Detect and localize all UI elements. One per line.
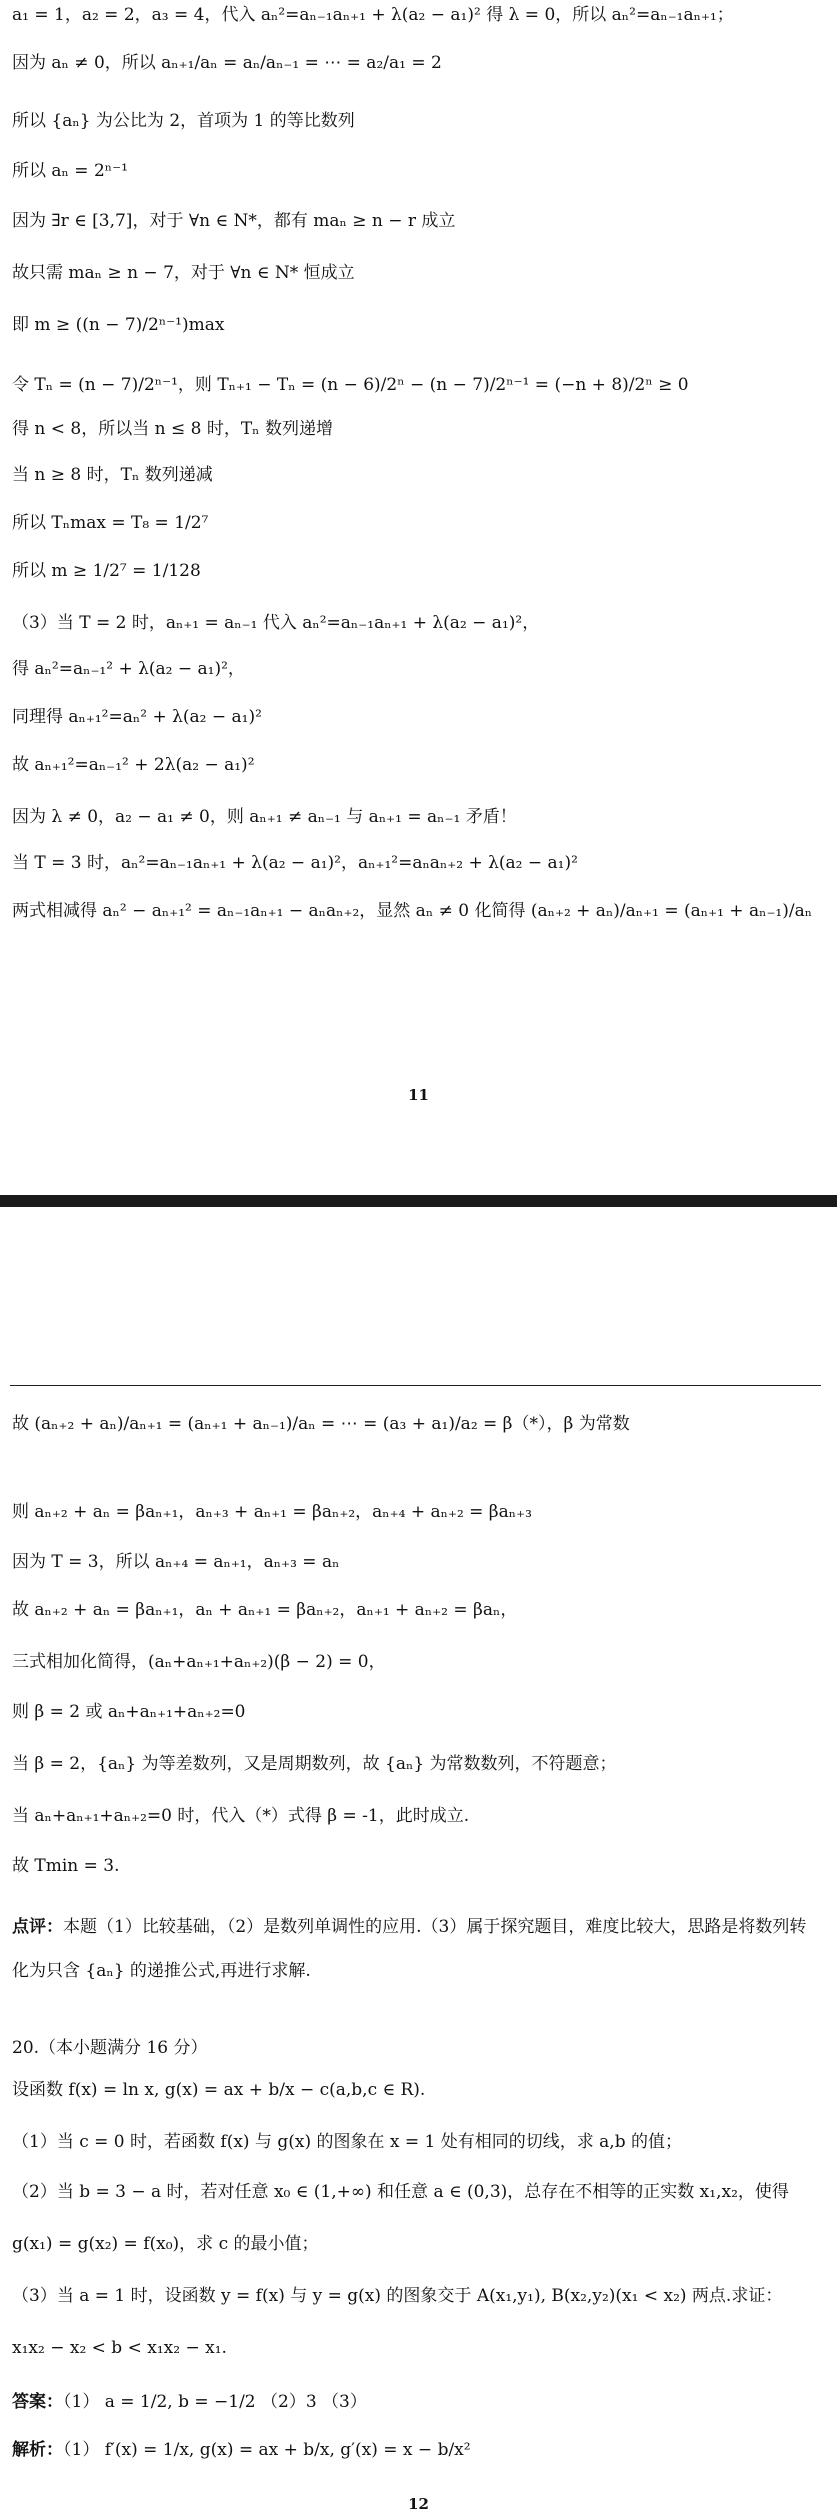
solution-line-5: 因为 ∃r ∈ [3,7]，对于 ∀n ∈ N*，都有 maₙ ≥ n − r 成立 <box>12 211 456 231</box>
solution-line-16: 故 aₙ₊₁²=aₙ₋₁² + 2λ(a₂ − a₁)² <box>12 755 255 775</box>
answer-label: 答案： <box>12 2392 63 2412</box>
answer-text: （1） a = 1/2, b = −1/2 （2）3 （3） <box>63 2392 367 2412</box>
comment-text: 本题（1）比较基础，（2）是数列单调性的应用.（3）属于探究题目，难度比较大，思路是将数列转化为只含 {aₙ} 的递推公式,再进行求解. <box>12 1917 807 1981</box>
solution-line-4: 所以 aₙ = 2ⁿ⁻¹ <box>12 161 128 181</box>
solution-line-7: 即 m ≥ ((n − 7)/2ⁿ⁻¹)max <box>12 315 225 335</box>
solution-line-3: 所以 {aₙ} 为公比为 2，首项为 1 的等比数列 <box>12 111 355 131</box>
problem-header: 20.（本小题满分 16 分） <box>12 2038 208 2058</box>
page-12 <box>0 1207 837 2519</box>
analysis-line <box>12 2439 821 2461</box>
page-number: 12 <box>408 2495 429 2513</box>
solution-line-10: 当 n ≥ 8 时，Tₙ 数列递减 <box>12 465 213 485</box>
page-11 <box>0 0 837 1195</box>
solution-line-9: 得 n < 8，所以当 n ≤ 8 时，Tₙ 数列递增 <box>12 419 333 439</box>
solution-line-13: （3）当 T = 2 时，aₙ₊₁ = aₙ₋₁ 代入 aₙ²=aₙ₋₁aₙ₊₁ + λ(a₂ − a₁)²， <box>12 613 540 633</box>
problem-line-5: （3）当 a = 1 时，设函数 y = f(x) 与 y = g(x) 的图象交于 A(x₁,y₁), B(x₂,y₂)(x₁ < x₂) 两点.求证： <box>12 2286 783 2306</box>
problem-line-4: g(x₁) = g(x₂) = f(x₀)，求 c 的最小值； <box>12 2234 319 2254</box>
header-rule <box>10 1385 821 1386</box>
answer-line <box>12 2391 821 2413</box>
solution-line-15: 同理得 aₙ₊₁²=aₙ² + λ(a₂ − a₁)² <box>12 707 262 727</box>
analysis-label: 解析： <box>12 2440 63 2460</box>
problem-line-2: （1）当 c = 0 时，若函数 f(x) 与 g(x) 的图象在 x = 1 处有相同的切线，求 a,b 的值； <box>12 2132 682 2152</box>
solution-line-23: 故 aₙ₊₂ + aₙ = βaₙ₊₁，aₙ + aₙ₊₁ = βaₙ₊₂，aₙ₊₁ + aₙ₊₂ = βaₙ， <box>12 1600 518 1620</box>
problem-line-3: （2）当 b = 3 − a 时，若对任意 x₀ ∈ (1,+∞) 和任意 a ∈ (0,3)，总存在不相等的正实数 x₁,x₂，使得 <box>12 2182 789 2202</box>
solution-line-6: 故只需 maₙ ≥ n − 7，对于 ∀n ∈ N* 恒成立 <box>12 263 355 283</box>
solution-line-25: 则 β = 2 或 aₙ+aₙ₊₁+aₙ₊₂=0 <box>12 1702 246 1722</box>
page-number: 11 <box>408 1086 429 1104</box>
solution-line-2: 因为 aₙ ≠ 0，所以 aₙ₊₁/aₙ = aₙ/aₙ₋₁ = ⋯ = a₂/a₁ = 2 <box>12 53 442 73</box>
solution-line-22: 因为 T = 3，所以 aₙ₊₄ = aₙ₊₁，aₙ₊₃ = aₙ <box>12 1552 340 1572</box>
solution-line-12: 所以 m ≥ 1/2⁷ = 1/128 <box>12 561 201 581</box>
comment-label: 点评： <box>12 1917 63 1937</box>
comment-paragraph <box>12 1905 821 1993</box>
solution-line-1: a₁ = 1，a₂ = 2，a₃ = 4，代入 aₙ²=aₙ₋₁aₙ₊₁ + λ(a₂ − a₁)² 得 λ = 0，所以 aₙ²=aₙ₋₁aₙ₊₁； <box>12 5 734 25</box>
problem-line-1: 设函数 f(x) = ln x, g(x) = ax + b/x − c(a,b,c ∈ R). <box>12 2080 426 2100</box>
solution-line-11: 所以 Tₙmax = T₈ = 1/2⁷ <box>12 513 209 533</box>
analysis-text: （1） f′(x) = 1/x, g(x) = ax + b/x, g′(x) = x − b/x² <box>63 2440 471 2460</box>
solution-line-17: 因为 λ ≠ 0，a₂ − a₁ ≠ 0，则 aₙ₊₁ ≠ aₙ₋₁ 与 aₙ₊₁ = aₙ₋₁ 矛盾！ <box>12 807 517 827</box>
solution-line-20: 故 (aₙ₊₂ + aₙ)/aₙ₊₁ = (aₙ₊₁ + aₙ₋₁)/aₙ = ⋯ = (a₃ + a₁)/a₂ = β（*），β 为常数 <box>12 1414 630 1434</box>
solution-line-27: 当 aₙ+aₙ₊₁+aₙ₊₂=0 时，代入（*）式得 β = -1，此时成立. <box>12 1806 470 1826</box>
solution-line-21: 则 aₙ₊₂ + aₙ = βaₙ₊₁，aₙ₊₃ + aₙ₊₁ = βaₙ₊₂，aₙ₊₄ + aₙ₊₂ = βaₙ₊₃ <box>12 1502 532 1522</box>
solution-line-18: 当 T = 3 时，aₙ²=aₙ₋₁aₙ₊₁ + λ(a₂ − a₁)²，aₙ₊₁²=aₙaₙ₊₂ + λ(a₂ − a₁)² <box>12 853 578 873</box>
solution-line-8: 令 Tₙ = (n − 7)/2ⁿ⁻¹，则 Tₙ₊₁ − Tₙ = (n − 6)/2ⁿ − (n − 7)/2ⁿ⁻¹ = (−n + 8)/2ⁿ ≥ 0 <box>12 375 689 395</box>
solution-line-14: 得 aₙ²=aₙ₋₁² + λ(a₂ − a₁)²， <box>12 659 245 679</box>
solution-line-26: 当 β = 2，{aₙ} 为等差数列，又是周期数列，故 {aₙ} 为常数数列，不符题意； <box>12 1754 617 1774</box>
page-separator <box>0 1195 837 1207</box>
solution-line-28: 故 Tmin = 3. <box>12 1856 120 1876</box>
problem-line-6: x₁x₂ − x₂ < b < x₁x₂ − x₁. <box>12 2338 227 2358</box>
solution-line-19: 两式相减得 aₙ² − aₙ₊₁² = aₙ₋₁aₙ₊₁ − aₙaₙ₊₂，显然 aₙ ≠ 0 化简得 (aₙ₊₂ + aₙ)/aₙ₊₁ = (aₙ₊₁ + aₙ₋₁)/aₙ <box>12 901 813 921</box>
solution-line-24: 三式相加化简得，(aₙ+aₙ₊₁+aₙ₊₂)(β − 2) = 0， <box>12 1652 386 1672</box>
